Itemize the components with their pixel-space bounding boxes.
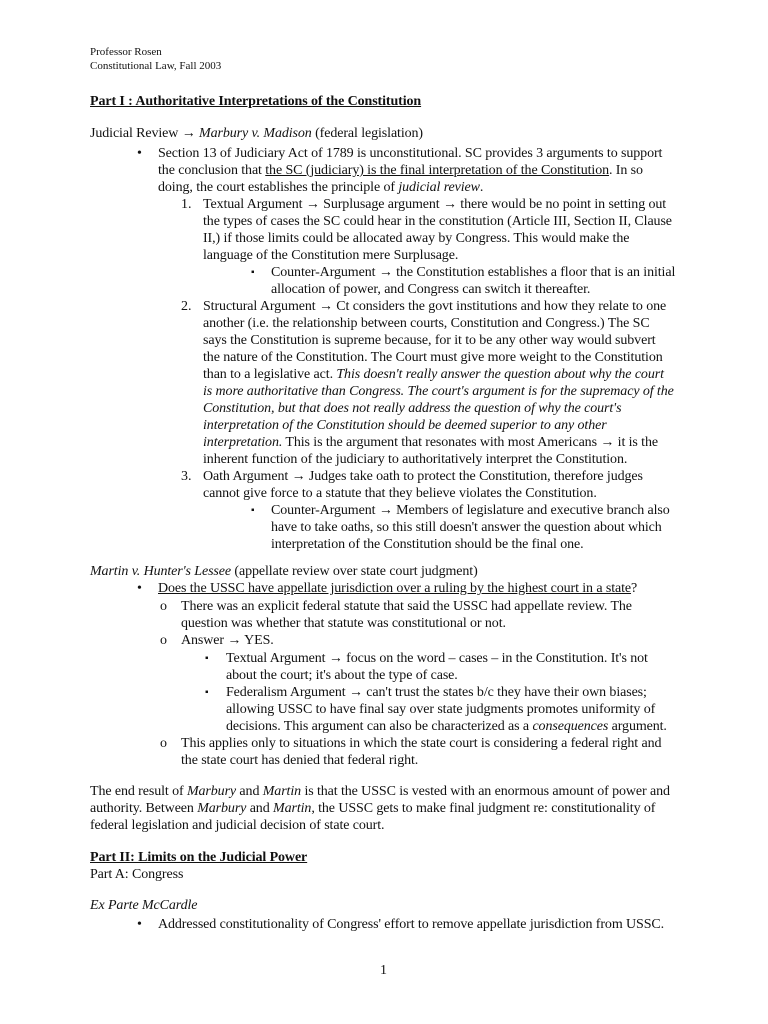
martin-sub-line: This applies only to situations in which the state court is considering a federal right and bbox=[181, 736, 662, 751]
square-bullet-icon: ▪ bbox=[205, 687, 209, 698]
arrow-icon: → bbox=[600, 435, 615, 450]
part2-subtitle: Part A: Congress bbox=[90, 867, 184, 882]
martin-textual-line: about the court; it's about the type of case. bbox=[226, 668, 458, 683]
arg2-line: interpretation of the Constitution should be deemed superior to any other bbox=[203, 418, 607, 433]
square-bullet-icon: ▪ bbox=[251, 267, 255, 278]
arg2-line: interpretation. This is the argument that resonates with most Americans → it is the bbox=[203, 435, 658, 450]
arrow-icon: → bbox=[442, 197, 457, 212]
counter3-line: Counter-Argument → Members of legislature and executive branch also bbox=[271, 503, 670, 518]
arg2-line: than to a legislative act. This doesn't really answer the question about why the court bbox=[203, 367, 664, 382]
counter3-line: have to take oaths, so this still doesn't answer the question about which bbox=[271, 520, 662, 535]
counter1-line: allocation of power, and Congress can switch it thereafter. bbox=[271, 282, 591, 297]
arrow-icon: → bbox=[378, 265, 393, 280]
martin-heading: Martin v. Hunter's Lessee (appellate review over state court judgment) bbox=[90, 564, 478, 579]
header-course: Constitutional Law, Fall 2003 bbox=[90, 60, 222, 72]
summary-line: authority. Between Marbury and Martin, the USSC gets to make final judgment re: constitutionality of bbox=[90, 801, 656, 816]
list-number: 3. bbox=[181, 469, 192, 484]
arrow-icon: → bbox=[318, 299, 333, 314]
bullet-icon: • bbox=[137, 581, 142, 596]
martin-textual-line: Textual Argument → focus on the word – cases – in the Constitution. It's not bbox=[226, 651, 648, 666]
arg2-line: another (i.e. the relationship between courts, Constitution and Congress.) The SC bbox=[203, 316, 650, 331]
martin-sub-line: question was whether that statute was constitutional or not. bbox=[181, 616, 506, 631]
arrow-icon: → bbox=[305, 197, 320, 212]
header-professor: Professor Rosen bbox=[90, 46, 162, 58]
mccardle-heading: Ex Parte McCardle bbox=[90, 898, 198, 913]
martin-sub-line: There was an explicit federal statute that said the USSC had appellate review. The bbox=[181, 599, 632, 614]
bullet-icon: • bbox=[137, 917, 142, 932]
arg1-line: II,) if those limits could be allocated away by Congress. This would make the bbox=[203, 231, 630, 246]
martin-answer: Answer → YES. bbox=[181, 633, 274, 648]
arg1-line: the types of cases the SC could hear in the constitution (Article III, Section II, Clause bbox=[203, 214, 672, 229]
arg3-line: cannot give force to a statute that they believe violates the Constitution. bbox=[203, 486, 597, 501]
martin-federalism-line: decisions. This argument can also be characterized as a consequences argument. bbox=[226, 719, 667, 734]
part2-title: Part II: Limits on the Judicial Power bbox=[90, 850, 308, 865]
list-number: 2. bbox=[181, 299, 192, 314]
arg2-line: the nature of the Constitution. The Court must give more weight to the Constitution bbox=[203, 350, 663, 365]
arrow-icon: → bbox=[348, 685, 363, 700]
part1-title: Part I : Authoritative Interpretations of the Constitution bbox=[90, 94, 422, 109]
martin-federalism-line: Federalism Argument → can't trust the states b/c they have their own biases; bbox=[226, 685, 647, 700]
counter3-line: interpretation of the Constitution should be the final one. bbox=[271, 537, 584, 552]
arg2-line: Constitution, but that does not really address the question of why the court's bbox=[203, 401, 622, 416]
arg3-line: Oath Argument → Judges take oath to protect the Constitution, therefore judges bbox=[203, 469, 643, 484]
square-bullet-icon: ▪ bbox=[251, 505, 255, 516]
summary-line: federal legislation and judicial decision of state court. bbox=[90, 818, 385, 833]
judicial-review-heading: Judicial Review → Marbury v. Madison (federal legislation) bbox=[90, 126, 423, 141]
arg2-line: says the Constitution is supreme because, for it to be any other way would subvert bbox=[203, 333, 656, 348]
jr-bullet-line: the conclusion that the SC (judiciary) is the final interpretation of the Constitution. In so bbox=[158, 163, 643, 178]
arg2-line: inherent function of the judiciary to authoritatively interpret the Constitution. bbox=[203, 452, 628, 467]
counter1-line: Counter-Argument → the Constitution establishes a floor that is an initial bbox=[271, 265, 676, 280]
jr-bullet-line: doing, the court establishes the principle of judicial review. bbox=[158, 180, 484, 195]
arrow-icon: → bbox=[181, 126, 196, 141]
circle-bullet-icon: o bbox=[160, 633, 167, 648]
arg2-line: is more authoritative than Congress. The court's argument is for the supremacy of the bbox=[203, 384, 674, 399]
arrow-icon: → bbox=[378, 503, 393, 518]
page-number: 1 bbox=[380, 963, 387, 978]
arrow-icon: → bbox=[328, 651, 343, 666]
martin-federalism-line: allowing USSC to have final say over state judgments promotes uniformity of bbox=[226, 702, 656, 717]
circle-bullet-icon: o bbox=[160, 736, 167, 751]
square-bullet-icon: ▪ bbox=[205, 653, 209, 664]
arg1-line: Textual Argument → Surplusage argument → there would be no point in setting out bbox=[203, 197, 667, 212]
arg2-line: Structural Argument → Ct considers the govt institutions and how they relate to one bbox=[203, 299, 667, 314]
circle-bullet-icon: o bbox=[160, 599, 167, 614]
list-number: 1. bbox=[181, 197, 192, 212]
summary-line: The end result of Marbury and Martin is that the USSC is vested with an enormous amount of power and bbox=[90, 784, 670, 799]
martin-question: Does the USSC have appellate jurisdiction over a ruling by the highest court in a state? bbox=[158, 581, 638, 596]
bullet-icon: • bbox=[137, 146, 142, 161]
arrow-icon: → bbox=[291, 469, 306, 484]
mccardle-bullet: Addressed constitutionality of Congress' effort to remove appellate jurisdiction from USSC. bbox=[158, 917, 665, 932]
jr-bullet-line: Section 13 of Judiciary Act of 1789 is unconstitutional. SC provides 3 arguments to support bbox=[158, 146, 663, 161]
martin-sub-line: the state court has denied that federal right. bbox=[181, 753, 419, 768]
arg1-line: language of the Constitution mere Surplusage. bbox=[203, 248, 459, 263]
arrow-icon: → bbox=[227, 633, 242, 648]
